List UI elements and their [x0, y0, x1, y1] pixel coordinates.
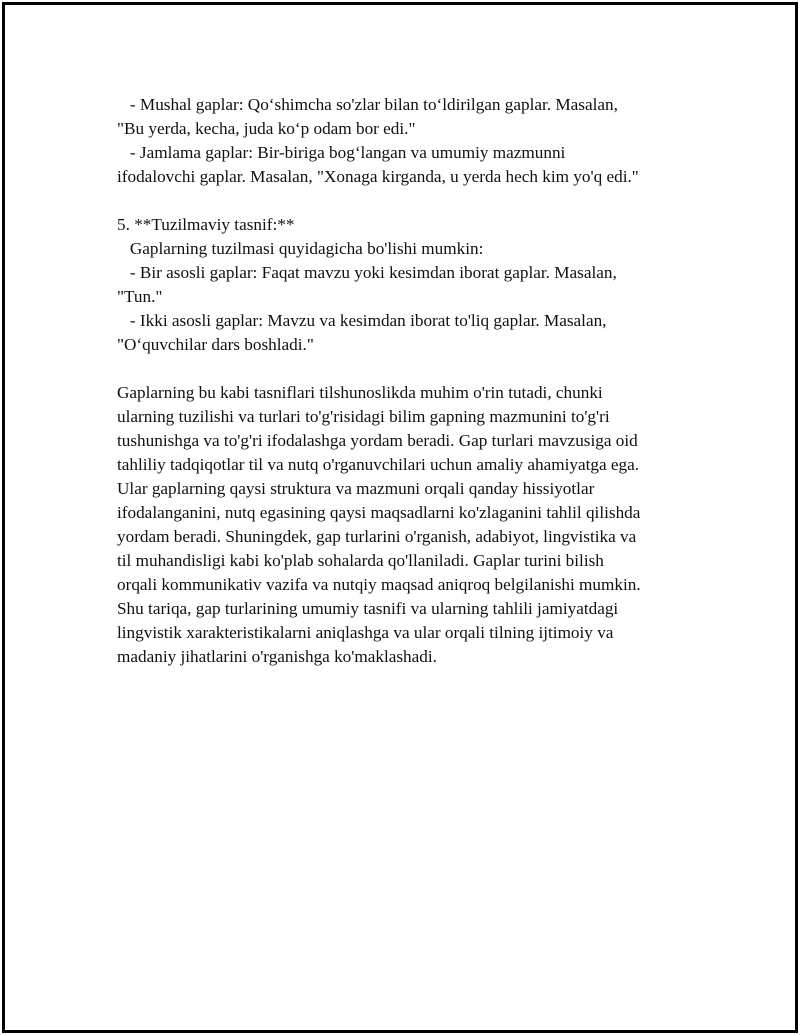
text-line: yordam beradi. Shuningdek, gap turlarini o'rganish, adabiyot, lingvistika va [117, 527, 637, 546]
text-line: - Jamlama gaplar: Bir-biriga bog‘langan va umumiy mazmunni [117, 143, 566, 162]
section-conclusion-paragraph [117, 381, 717, 669]
section-sentence-types-continued [117, 93, 717, 189]
text-line: "O‘quvchilar dars boshladi." [117, 335, 314, 354]
text-line: - Ikki asosli gaplar: Mavzu va kesimdan iborat to'liq gaplar. Masalan, [117, 311, 607, 330]
text-line: madaniy jihatlarini o'rganishga ko'maklashadi. [117, 647, 437, 666]
text-line: tushunishga va to'g'ri ifodalashga yordam beradi. Gap turlari mavzusiga oid [117, 431, 638, 450]
text-line: "Tun." [117, 287, 163, 306]
document-body [117, 93, 717, 669]
text-line: - Mushal gaplar: Qo‘shimcha so'zlar bilan to‘ldirilgan gaplar. Masalan, [117, 95, 618, 114]
text-line: Shu tariqa, gap turlarining umumiy tasnifi va ularning tahlili jamiyatdagi [117, 599, 619, 618]
text-line: til muhandisligi kabi ko'plab sohalarda qo'llaniladi. Gaplar turini bilish [117, 551, 604, 570]
text-line: orqali kommunikativ vazifa va nutqiy maqsad aniqroq belgilanishi mumkin. [117, 575, 641, 594]
text-line: lingvistik xarakteristikalarni aniqlashga va ular orqali tilning ijtimoiy va [117, 623, 614, 642]
section-heading: 5. **Tuzilmaviy tasnif:** [117, 215, 295, 234]
text-line: Ular gaplarning qaysi struktura va mazmuni orqali qanday hissiyotlar [117, 479, 595, 498]
text-line: Gaplarning tuzilmasi quyidagicha bo'lishi mumkin: [117, 239, 484, 258]
text-line: - Bir asosli gaplar: Faqat mavzu yoki kesimdan iborat gaplar. Masalan, [117, 263, 617, 282]
text-line: "Bu yerda, kecha, juda ko‘p odam bor edi." [117, 119, 416, 138]
paragraph-spacer [117, 189, 717, 213]
text-line: ifodalovchi gaplar. Masalan, "Xonaga kirganda, u yerda hech kim yo'q edi." [117, 167, 639, 186]
paragraph-spacer [117, 357, 717, 381]
text-line: ularning tuzilishi va turlari to'g'risidagi bilim gapning mazmunini to'g'ri [117, 407, 610, 426]
text-line: ifodalanganini, nutq egasining qaysi maqsadlarni ko'zlaganini tahlil qilishda [117, 503, 641, 522]
text-line: tahliliy tadqiqotlar til va nutq o'rganuvchilari uchun amaliy ahamiyatga ega. [117, 455, 640, 474]
section-structural-classification [117, 213, 717, 357]
text-line: Gaplarning bu kabi tasniflari tilshunoslikda muhim o'rin tutadi, chunki [117, 383, 603, 402]
